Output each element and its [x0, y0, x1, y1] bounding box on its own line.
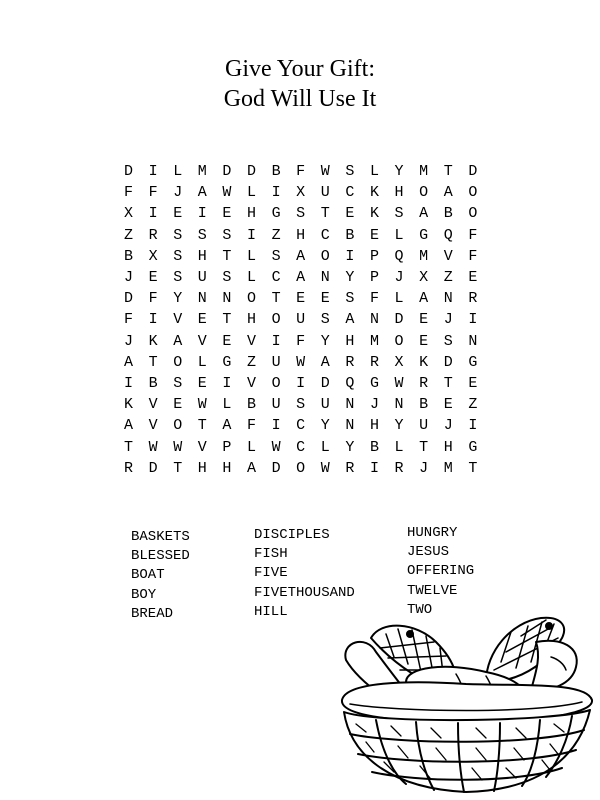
grid-cell: H [369, 417, 379, 435]
grid-cell: W [296, 353, 306, 371]
grid-cell: F [148, 290, 158, 308]
grid-cell: I [296, 374, 306, 392]
grid-cell: S [296, 205, 306, 223]
grid-cell: Y [394, 163, 404, 181]
grid-cell: O [173, 417, 183, 435]
grid-cell: T [468, 459, 478, 477]
grid-cell: A [320, 353, 330, 371]
grid-cell: X [148, 247, 158, 265]
grid-cell: N [345, 417, 355, 435]
grid-cell: N [443, 290, 453, 308]
grid-cell: J [124, 332, 134, 350]
grid-cell: R [345, 459, 355, 477]
grid-row [124, 436, 493, 457]
grid-cell: L [394, 438, 404, 456]
grid-cell: D [222, 163, 232, 181]
grid-row [124, 246, 493, 267]
grid-cell: U [197, 269, 207, 287]
grid-cell: L [222, 396, 232, 414]
grid-cell: V [197, 438, 207, 456]
grid-cell: L [197, 353, 207, 371]
grid-cell: N [345, 396, 355, 414]
grid-cell: J [443, 417, 453, 435]
grid-cell: A [173, 332, 183, 350]
grid-cell: W [271, 438, 281, 456]
grid-row [124, 161, 493, 182]
grid-cell: C [296, 438, 306, 456]
grid-cell: J [369, 396, 379, 414]
grid-cell: I [468, 311, 478, 329]
grid-cell: O [468, 205, 478, 223]
grid-cell: Z [468, 396, 478, 414]
grid-cell: L [246, 438, 256, 456]
grid-cell: S [345, 163, 355, 181]
grid-cell: Y [394, 417, 404, 435]
grid-cell: S [320, 311, 330, 329]
grid-row [124, 331, 493, 352]
grid-cell: I [468, 417, 478, 435]
grid-cell: R [148, 226, 158, 244]
grid-cell: G [468, 438, 478, 456]
grid-cell: E [197, 374, 207, 392]
grid-cell: O [271, 374, 281, 392]
grid-cell: R [394, 459, 404, 477]
word-list-item: TWO [407, 601, 433, 618]
grid-cell: W [148, 438, 158, 456]
grid-cell: I [197, 205, 207, 223]
grid-cell: E [443, 396, 453, 414]
word-list-column-1 [131, 528, 190, 624]
grid-cell: I [148, 163, 158, 181]
grid-cell: I [345, 247, 355, 265]
grid-cell: P [369, 247, 379, 265]
grid-cell: L [394, 226, 404, 244]
grid-cell: H [443, 438, 453, 456]
grid-cell: W [173, 438, 183, 456]
grid-cell: S [296, 396, 306, 414]
grid-row [124, 373, 493, 394]
grid-cell: H [222, 459, 232, 477]
grid-cell: W [394, 374, 404, 392]
grid-cell: X [419, 269, 429, 287]
grid-cell: B [345, 226, 355, 244]
grid-cell: S [173, 226, 183, 244]
grid-cell: I [124, 374, 134, 392]
grid-cell: C [296, 417, 306, 435]
word-list-item: BLESSED [131, 548, 190, 565]
grid-cell: D [148, 459, 158, 477]
grid-cell: I [222, 374, 232, 392]
grid-cell: S [271, 247, 281, 265]
word-list-item: BOY [131, 586, 157, 603]
title-line-1: Give Your Gift: [224, 56, 375, 82]
grid-cell: N [197, 290, 207, 308]
grid-cell: A [345, 311, 355, 329]
grid-cell: I [148, 311, 158, 329]
grid-cell: T [124, 438, 134, 456]
grid-cell: B [443, 205, 453, 223]
grid-cell: R [345, 353, 355, 371]
grid-cell: E [148, 269, 158, 287]
grid-cell: I [271, 184, 281, 202]
grid-cell: V [148, 417, 158, 435]
grid-cell: I [246, 226, 256, 244]
grid-cell: V [443, 247, 453, 265]
grid-cell: L [246, 269, 256, 287]
grid-cell: F [468, 226, 478, 244]
grid-cell: J [124, 269, 134, 287]
grid-cell: E [173, 396, 183, 414]
grid-cell: T [443, 374, 453, 392]
grid-cell: G [271, 205, 281, 223]
grid-row [124, 182, 493, 203]
grid-cell: Y [320, 417, 330, 435]
title-line-2: God Will Use It [223, 86, 377, 112]
grid-cell: J [419, 459, 429, 477]
grid-cell: T [173, 459, 183, 477]
grid-cell: Y [345, 438, 355, 456]
grid-cell: Q [443, 226, 453, 244]
grid-cell: G [468, 353, 478, 371]
grid-cell: E [419, 332, 429, 350]
grid-row [124, 288, 493, 309]
word-list-item: DISCIPLES [254, 527, 330, 543]
grid-cell: T [222, 311, 232, 329]
grid-row [124, 415, 493, 436]
grid-row [124, 458, 493, 479]
grid-cell: A [124, 417, 134, 435]
grid-cell: C [345, 184, 355, 202]
grid-cell: D [320, 374, 330, 392]
grid-cell: E [468, 374, 478, 392]
grid-cell: R [468, 290, 478, 308]
grid-cell: S [173, 269, 183, 287]
word-list-item: OFFERING [407, 563, 475, 580]
grid-cell: Y [345, 269, 355, 287]
grid-cell: A [443, 184, 453, 202]
word-search-grid [124, 161, 493, 479]
grid-cell: R [124, 459, 134, 477]
grid-cell: O [419, 184, 429, 202]
grid-cell: V [148, 396, 158, 414]
grid-cell: A [296, 247, 306, 265]
grid-cell: O [173, 353, 183, 371]
grid-cell: A [419, 290, 429, 308]
word-list-column-3 [407, 524, 474, 620]
grid-cell: H [197, 459, 207, 477]
grid-cell: U [296, 311, 306, 329]
grid-cell: C [271, 269, 281, 287]
grid-cell: E [345, 205, 355, 223]
grid-cell: L [394, 290, 404, 308]
grid-cell: D [246, 163, 256, 181]
grid-cell: O [394, 332, 404, 350]
grid-cell: I [369, 459, 379, 477]
grid-cell: K [419, 353, 429, 371]
grid-cell: B [271, 163, 281, 181]
grid-cell: R [419, 374, 429, 392]
grid-cell: C [320, 226, 330, 244]
grid-cell: J [443, 311, 453, 329]
grid-cell: U [271, 396, 281, 414]
grid-cell: G [419, 226, 429, 244]
grid-cell: F [296, 332, 306, 350]
grid-row [124, 225, 493, 246]
grid-row [124, 267, 493, 288]
grid-cell: X [124, 205, 134, 223]
grid-cell: F [124, 184, 134, 202]
grid-row [124, 394, 493, 415]
grid-cell: X [296, 184, 306, 202]
grid-cell: Z [246, 353, 256, 371]
grid-cell: F [148, 184, 158, 202]
grid-cell: S [443, 332, 453, 350]
grid-cell: B [148, 374, 158, 392]
grid-cell: O [468, 184, 478, 202]
grid-cell: L [246, 184, 256, 202]
grid-cell: D [394, 311, 404, 329]
grid-cell: F [124, 311, 134, 329]
grid-cell: E [320, 290, 330, 308]
grid-row [124, 309, 493, 330]
grid-cell: A [222, 417, 232, 435]
grid-cell: D [271, 459, 281, 477]
word-list-item: TWELVE [407, 582, 458, 599]
grid-cell: Z [271, 226, 281, 244]
bread-fish-basket-icon [336, 612, 598, 798]
grid-cell: U [271, 353, 281, 371]
grid-cell: W [320, 163, 330, 181]
grid-cell: U [419, 417, 429, 435]
grid-cell: F [296, 163, 306, 181]
grid-cell: B [124, 247, 134, 265]
grid-cell: A [419, 205, 429, 223]
grid-cell: S [222, 269, 232, 287]
grid-cell: K [369, 184, 379, 202]
grid-cell: F [369, 290, 379, 308]
grid-cell: U [320, 184, 330, 202]
grid-cell: E [173, 205, 183, 223]
grid-cell: H [197, 247, 207, 265]
grid-cell: R [369, 353, 379, 371]
grid-cell: N [320, 269, 330, 287]
grid-cell: T [271, 290, 281, 308]
grid-cell: G [369, 374, 379, 392]
grid-cell: S [222, 226, 232, 244]
grid-cell: N [369, 311, 379, 329]
grid-cell: U [320, 396, 330, 414]
grid-cell: D [124, 290, 134, 308]
word-list-item: FIVETHOUSAND [254, 584, 355, 601]
grid-row [124, 203, 493, 224]
grid-cell: E [296, 290, 306, 308]
grid-cell: T [148, 353, 158, 371]
grid-cell: V [246, 332, 256, 350]
grid-cell: H [246, 311, 256, 329]
grid-cell: E [369, 226, 379, 244]
grid-cell: N [468, 332, 478, 350]
grid-cell: F [468, 247, 478, 265]
grid-cell: K [124, 396, 134, 414]
grid-cell: O [320, 247, 330, 265]
grid-cell: J [394, 269, 404, 287]
grid-cell: L [369, 163, 379, 181]
grid-cell: L [246, 247, 256, 265]
grid-cell: Q [345, 374, 355, 392]
grid-cell: M [419, 247, 429, 265]
grid-cell: L [173, 163, 183, 181]
grid-cell: E [419, 311, 429, 329]
grid-cell: S [197, 226, 207, 244]
grid-cell: M [419, 163, 429, 181]
grid-cell: Z [124, 226, 134, 244]
grid-cell: B [419, 396, 429, 414]
grid-cell: A [246, 459, 256, 477]
grid-cell: I [148, 205, 158, 223]
grid-cell: S [173, 247, 183, 265]
grid-cell: P [222, 438, 232, 456]
grid-cell: L [320, 438, 330, 456]
grid-cell: E [468, 269, 478, 287]
grid-cell: O [296, 459, 306, 477]
grid-cell: A [296, 269, 306, 287]
grid-cell: K [369, 205, 379, 223]
grid-cell: K [148, 332, 158, 350]
grid-cell: T [443, 163, 453, 181]
word-list-item: HILL [254, 603, 288, 620]
word-list-item: FIVE [254, 565, 288, 582]
grid-cell: D [468, 163, 478, 181]
grid-cell: I [271, 332, 281, 350]
grid-cell: E [222, 205, 232, 223]
grid-cell: W [320, 459, 330, 477]
grid-cell: S [394, 205, 404, 223]
word-list-item: FISH [254, 546, 288, 563]
grid-cell: S [173, 374, 183, 392]
grid-cell: N [222, 290, 232, 308]
grid-cell: S [345, 290, 355, 308]
grid-cell: B [369, 438, 379, 456]
grid-cell: M [443, 459, 453, 477]
word-list-item: HUNGRY [407, 525, 458, 541]
grid-cell: G [222, 353, 232, 371]
grid-cell: H [246, 205, 256, 223]
grid-cell: O [271, 311, 281, 329]
grid-cell: H [345, 332, 355, 350]
grid-cell: D [443, 353, 453, 371]
grid-cell: A [124, 353, 134, 371]
grid-cell: Q [394, 247, 404, 265]
grid-cell: V [197, 332, 207, 350]
grid-cell: Y [320, 332, 330, 350]
grid-cell: V [246, 374, 256, 392]
grid-cell: M [369, 332, 379, 350]
word-list-item: BASKETS [131, 529, 190, 545]
grid-cell: P [369, 269, 379, 287]
word-list-item: BOAT [131, 567, 165, 584]
grid-cell: T [320, 205, 330, 223]
grid-cell: T [197, 417, 207, 435]
grid-row [124, 352, 493, 373]
grid-cell: A [197, 184, 207, 202]
grid-cell: J [173, 184, 183, 202]
grid-cell: X [394, 353, 404, 371]
grid-cell: B [246, 396, 256, 414]
grid-cell: F [246, 417, 256, 435]
grid-cell: H [296, 226, 306, 244]
grid-cell: W [197, 396, 207, 414]
grid-cell: M [197, 163, 207, 181]
grid-cell: D [124, 163, 134, 181]
word-list-column-2 [254, 526, 355, 622]
grid-cell: E [222, 332, 232, 350]
grid-cell: W [222, 184, 232, 202]
grid-cell: O [246, 290, 256, 308]
grid-cell: V [173, 311, 183, 329]
grid-cell: T [419, 438, 429, 456]
grid-cell: N [394, 396, 404, 414]
grid-cell: Y [173, 290, 183, 308]
grid-cell: T [222, 247, 232, 265]
grid-cell: I [271, 417, 281, 435]
page-title [0, 54, 600, 114]
word-list-item: BREAD [131, 605, 174, 622]
grid-cell: Z [443, 269, 453, 287]
grid-cell: H [394, 184, 404, 202]
grid-cell: E [197, 311, 207, 329]
word-list-item: JESUS [407, 544, 450, 561]
